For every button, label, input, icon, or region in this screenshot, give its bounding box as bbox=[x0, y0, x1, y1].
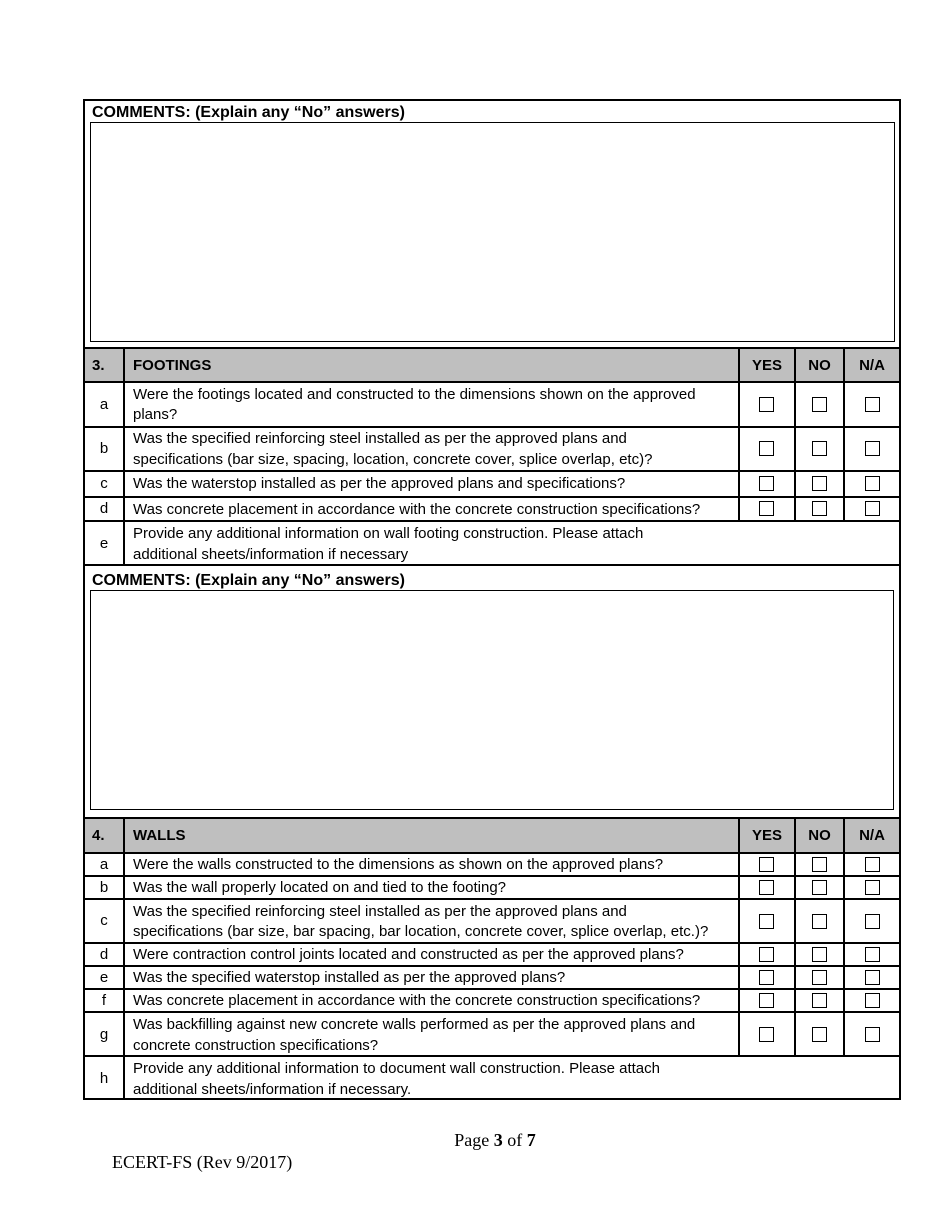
row-letter: a bbox=[99, 856, 109, 873]
section-3-yes-header: YES bbox=[751, 357, 782, 374]
question-text: Was the specified reinforcing steel installed as per the approved plans and bbox=[133, 903, 627, 920]
na-checkbox[interactable] bbox=[865, 476, 880, 491]
row-letter: b bbox=[99, 879, 109, 896]
row-letter: e bbox=[99, 969, 109, 986]
row-letter: d bbox=[99, 500, 109, 517]
row-letter: g bbox=[99, 1026, 109, 1043]
no-checkbox[interactable] bbox=[812, 397, 827, 412]
section-4-number: 4. bbox=[92, 827, 105, 844]
question-text: Was concrete placement in accordance with the concrete construction specifications? bbox=[133, 992, 701, 1009]
question-text-cont: specifications (bar size, bar spacing, bar location, concrete cover, splice overlap, etc.)? bbox=[133, 923, 709, 940]
question-text: Were contraction control joints located and constructed as per the approved plans? bbox=[133, 946, 684, 963]
no-checkbox[interactable] bbox=[812, 441, 827, 456]
no-checkbox[interactable] bbox=[812, 914, 827, 929]
comments-label-top: COMMENTS: (Explain any “No” answers) bbox=[92, 104, 405, 121]
row-letter: b bbox=[99, 440, 109, 457]
row-letter: c bbox=[100, 475, 108, 492]
no-checkbox[interactable] bbox=[812, 993, 827, 1008]
na-checkbox[interactable] bbox=[865, 914, 880, 929]
na-checkbox[interactable] bbox=[865, 441, 880, 456]
no-checkbox[interactable] bbox=[812, 947, 827, 962]
yes-checkbox[interactable] bbox=[759, 993, 774, 1008]
na-checkbox[interactable] bbox=[865, 1027, 880, 1042]
na-checkbox[interactable] bbox=[865, 993, 880, 1008]
yes-checkbox[interactable] bbox=[759, 857, 774, 872]
form-id: ECERT-FS (Rev 9/2017) bbox=[112, 1152, 293, 1172]
yes-checkbox[interactable] bbox=[759, 397, 774, 412]
page-of: of bbox=[502, 1130, 527, 1150]
yes-checkbox[interactable] bbox=[759, 501, 774, 516]
na-checkbox[interactable] bbox=[865, 970, 880, 985]
row-letter: e bbox=[99, 535, 109, 552]
page-prefix: Page bbox=[454, 1130, 494, 1150]
no-checkbox[interactable] bbox=[812, 501, 827, 516]
yes-checkbox[interactable] bbox=[759, 441, 774, 456]
section-3-title: FOOTINGS bbox=[133, 357, 212, 374]
question-text-cont: plans? bbox=[133, 406, 178, 423]
page-number bbox=[0, 1130, 950, 1151]
section-4-no-header: NO bbox=[808, 827, 831, 844]
question-text: Was the specified reinforcing steel installed as per the approved plans and bbox=[133, 430, 627, 447]
question-text-cont: specifications (bar size, spacing, location, concrete cover, splice overlap, etc)? bbox=[133, 451, 653, 468]
question-text: Was concrete placement in accordance with the concrete construction specifications? bbox=[133, 501, 701, 518]
yes-checkbox[interactable] bbox=[759, 947, 774, 962]
row-letter: d bbox=[99, 946, 109, 963]
section-3-no-header: NO bbox=[808, 357, 831, 374]
question-text: Was backfilling against new concrete walls performed as per the approved plans and bbox=[133, 1016, 696, 1033]
no-checkbox[interactable] bbox=[812, 476, 827, 491]
row-letter: h bbox=[99, 1070, 109, 1087]
page-current: 3 bbox=[493, 1130, 503, 1150]
section-3-number: 3. bbox=[92, 357, 105, 374]
row-letter: a bbox=[99, 396, 109, 413]
section-3-na-header: N/A bbox=[859, 357, 885, 374]
na-checkbox[interactable] bbox=[865, 947, 880, 962]
yes-checkbox[interactable] bbox=[759, 970, 774, 985]
question-text: Were the footings located and constructed to the dimensions shown on the approved bbox=[133, 386, 696, 403]
question-text: Provide any additional information on wall footing construction. Please attach bbox=[133, 525, 644, 542]
page-total: 7 bbox=[526, 1130, 536, 1150]
na-checkbox[interactable] bbox=[865, 397, 880, 412]
yes-checkbox[interactable] bbox=[759, 1027, 774, 1042]
na-checkbox[interactable] bbox=[865, 880, 880, 895]
comments-box-middle[interactable] bbox=[90, 590, 894, 810]
row-letter: c bbox=[100, 912, 108, 929]
question-text-cont: concrete construction specifications? bbox=[133, 1037, 379, 1054]
question-text-cont: additional sheets/information if necessary bbox=[133, 546, 409, 563]
no-checkbox[interactable] bbox=[812, 880, 827, 895]
row-letter: f bbox=[101, 992, 107, 1009]
comments-label-middle: COMMENTS: (Explain any “No” answers) bbox=[92, 572, 405, 589]
yes-checkbox[interactable] bbox=[759, 476, 774, 491]
yes-checkbox[interactable] bbox=[759, 914, 774, 929]
question-text: Were the walls constructed to the dimensions as shown on the approved plans? bbox=[133, 856, 664, 873]
section-4-yes-header: YES bbox=[751, 827, 782, 844]
question-text: Was the specified waterstop installed as per the approved plans? bbox=[133, 969, 566, 986]
comments-box-top[interactable] bbox=[90, 122, 895, 342]
no-checkbox[interactable] bbox=[812, 970, 827, 985]
yes-checkbox[interactable] bbox=[759, 880, 774, 895]
no-checkbox[interactable] bbox=[812, 1027, 827, 1042]
na-checkbox[interactable] bbox=[865, 857, 880, 872]
no-checkbox[interactable] bbox=[812, 857, 827, 872]
section-4-na-header: N/A bbox=[859, 827, 885, 844]
question-text: Was the waterstop installed as per the approved plans and specifications? bbox=[133, 475, 626, 492]
question-text: Was the wall properly located on and tied to the footing? bbox=[133, 879, 507, 896]
question-text-cont: additional sheets/information if necessary. bbox=[133, 1081, 412, 1098]
question-text: Provide any additional information to document wall construction. Please attach bbox=[133, 1060, 660, 1077]
section-4-title: WALLS bbox=[133, 827, 186, 844]
na-checkbox[interactable] bbox=[865, 501, 880, 516]
